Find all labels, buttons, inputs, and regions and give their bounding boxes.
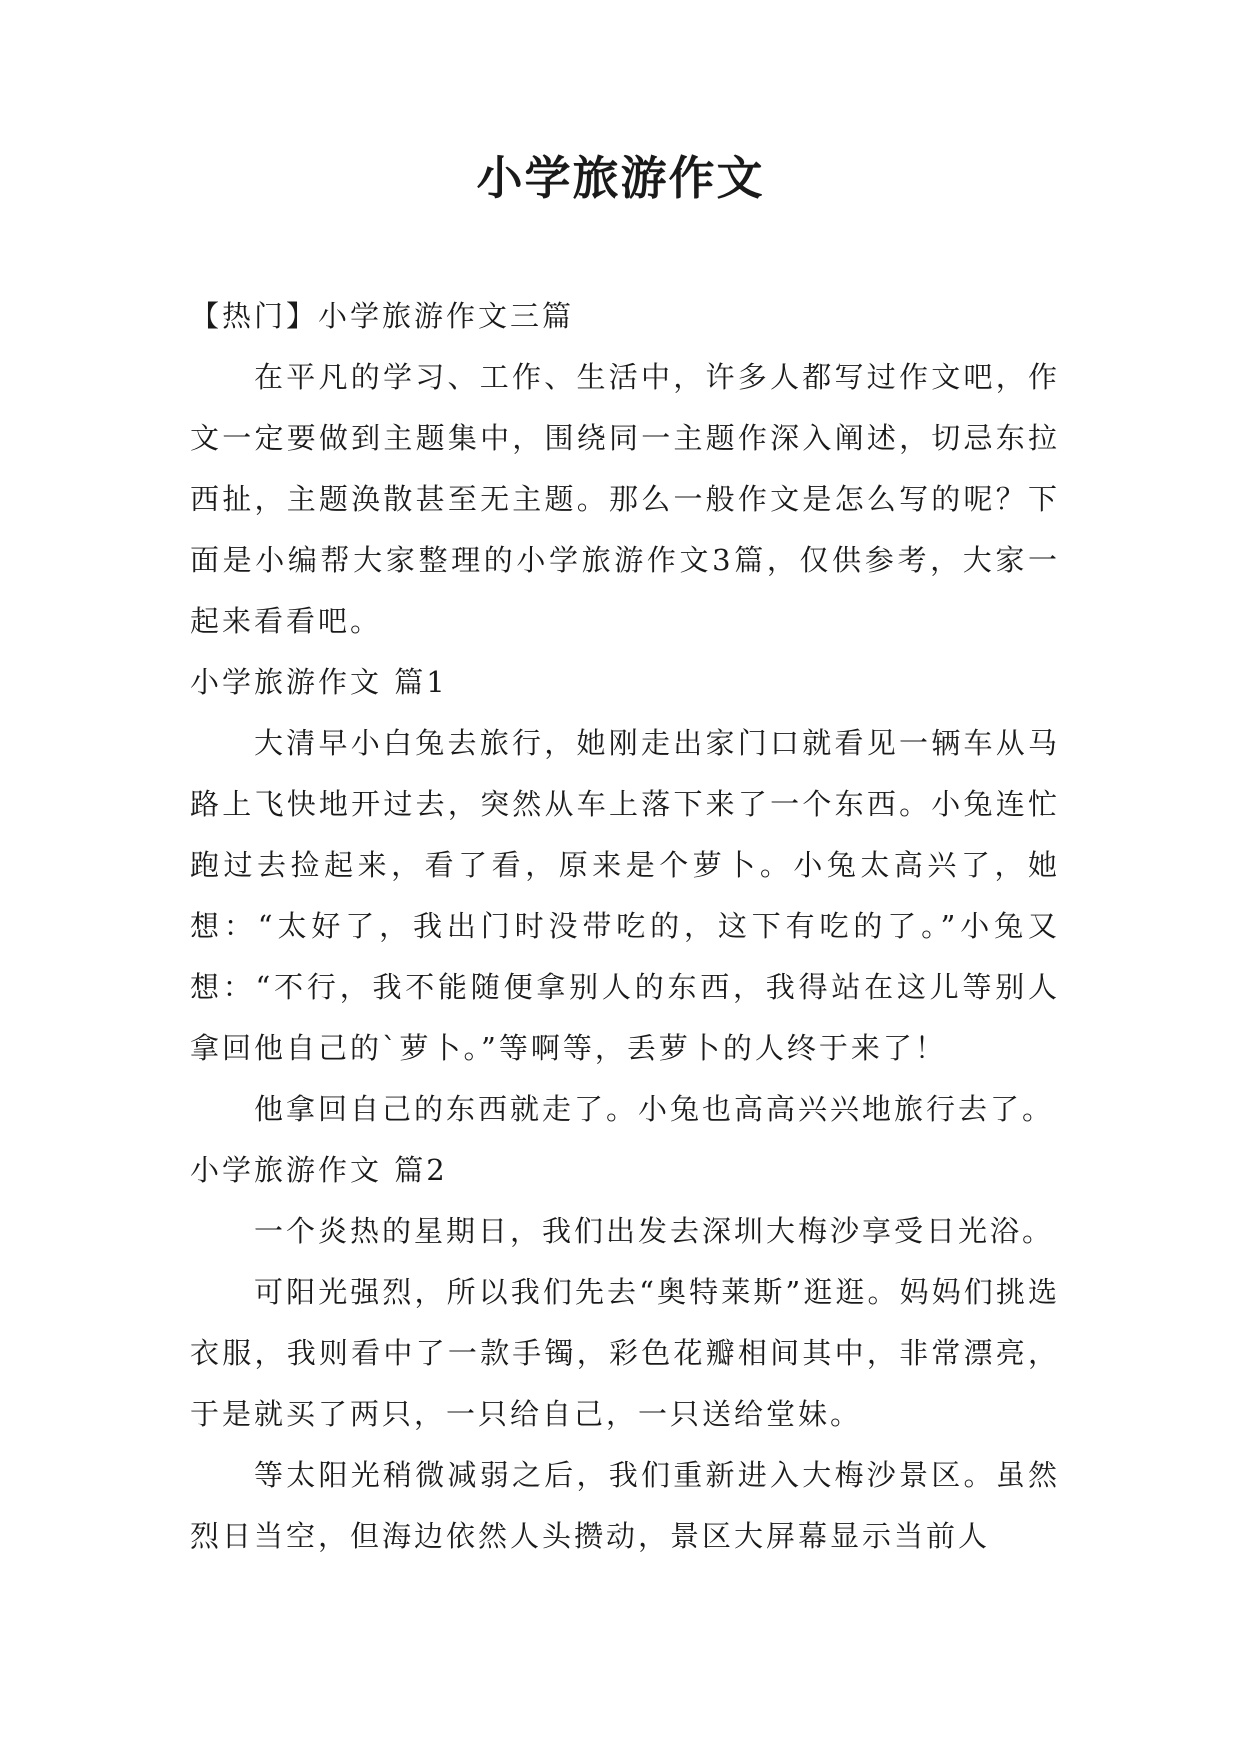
essay-2-paragraph-1: 一个炎热的星期日，我们出发去深圳大梅沙享受日光浴。 [254, 1214, 1055, 1248]
essay-1-heading: 小学旅游作文 篇1 [190, 665, 448, 699]
essay-2-paragraph-3: 等太阳光稍微减弱之后，我们重新进入大梅沙景区。虽然烈日当空，但海边依然人头攒动，景区大屏幕显示当前人 [190, 1458, 1060, 1553]
document-title: 小学旅游作文 [476, 151, 765, 205]
essay-1-paragraph-2: 他拿回自己的东西就走了。小兔也高高兴兴地旅行去了。 [254, 1092, 1055, 1126]
essay-1-paragraph-1: 大清早小白兔去旅行，她刚走出家门口就看见一辆车从马路上飞快地开过去，突然从车上落下来了一个东西。小兔连忙跑过去捡起来，看了看，原来是个萝卜。小兔太高兴了，她想：“太好了，我出门时没带吃的，这下有吃的了。”小兔又想：“不行，我不能随便拿别人的东西，我得站在这儿等别人拿回他自己的`萝卜。”等啊等，丢萝卜的人终于来了！ [190, 726, 1060, 1065]
intro-paragraph: 在平凡的学习、工作、生活中，许多人都写过作文吧，作文一定要做到主题集中，围绕同一主题作深入阐述，切忌东拉西扯，主题涣散甚至无主题。那么一般作文是怎么写的呢？下面是小编帮大家整理的小学旅游作文3篇，仅供参考，大家一起来看看吧。 [190, 360, 1060, 638]
intro-heading: 【热门】小学旅游作文三篇 [190, 299, 575, 333]
essay-2-heading: 小学旅游作文 篇2 [190, 1153, 448, 1187]
essay-2-paragraph-2: 可阳光强烈，所以我们先去“奥特莱斯”逛逛。妈妈们挑选衣服，我则看中了一款手镯，彩色花瓣相间其中，非常漂亮，于是就买了两只，一只给自己，一只送给堂妹。 [190, 1275, 1060, 1431]
document-body [190, 286, 1060, 1567]
